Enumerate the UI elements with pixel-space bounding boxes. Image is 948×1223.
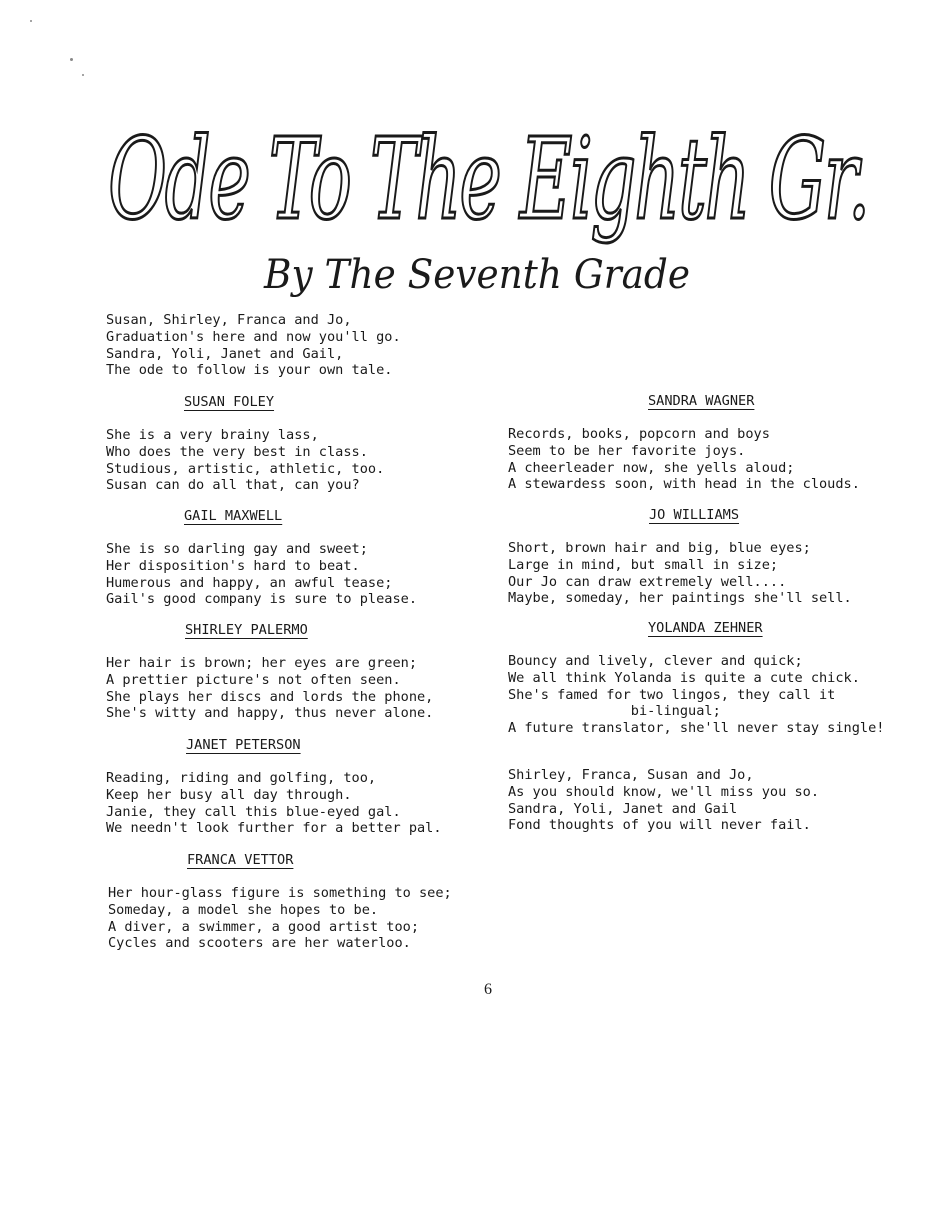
stanza-line: Who does the very best in class. <box>106 443 368 460</box>
stanza-line: Short, brown hair and big, blue eyes; <box>508 540 811 556</box>
stanza-line: Keep her busy all day through. <box>106 786 352 803</box>
stanza-line: She is a very brainy lass, <box>106 427 319 443</box>
stanza-line: Maybe, someday, her paintings she'll sell. <box>508 590 852 607</box>
stanza-line: Humerous and happy, an awful tease; <box>106 574 393 591</box>
intro-line: Graduation's here and now you'll go. <box>106 328 401 345</box>
intro-line: Sandra, Yoli, Janet and Gail, <box>106 345 344 362</box>
heading-gail-maxwell: GAIL MAXWELL <box>184 508 283 524</box>
closing-stanza <box>508 767 819 834</box>
stanza-line: Reading, riding and golfing, too, <box>106 770 377 786</box>
intro-line: Susan, Shirley, Franca and Jo, <box>106 312 352 328</box>
stanza-line: We needn't look further for a better pal. <box>106 820 442 837</box>
closing-line: As you should know, we'll miss you so. <box>508 783 819 800</box>
subtitle-script <box>260 248 700 304</box>
stanza-line: A stewardess soon, with head in the clouds. <box>508 476 860 493</box>
stanza-line: A diver, a swimmer, a good artist too; <box>108 918 419 935</box>
stanza-line: She is so darling gay and sweet; <box>106 541 368 557</box>
stanza-line: A cheerleader now, she yells aloud; <box>508 459 795 476</box>
intro-line: The ode to follow is your own tale. <box>106 362 393 379</box>
title-script <box>100 78 880 258</box>
stanza-line: bi-lingual; <box>508 703 721 720</box>
heading-sandra-wagner: SANDRA WAGNER <box>648 393 755 409</box>
stanza-line: She plays her discs and lords the phone, <box>106 688 434 705</box>
heading-janet-peterson: JANET PETERSON <box>186 737 301 753</box>
stanza-line: Records, books, popcorn and boys <box>508 426 770 442</box>
stanza-line: Her disposition's hard to beat. <box>106 557 360 574</box>
stanza-line: A future translator, she'll never stay single! <box>508 720 885 737</box>
stanza-franca-vettor <box>108 885 452 952</box>
stanza-line: Seem to be her favorite joys. <box>508 442 746 459</box>
stanza-janet-peterson <box>106 770 442 837</box>
stanza-line: A prettier picture's not often seen. <box>106 671 401 688</box>
stanza-line: Our Jo can draw extremely well.... <box>508 573 787 590</box>
stanza-line: Studious, artistic, athletic, too. <box>106 460 385 477</box>
stanza-line: Susan can do all that, can you? <box>106 477 360 494</box>
closing-line: Shirley, Franca, Susan and Jo, <box>508 767 754 783</box>
stanza-sandra-wagner <box>508 426 860 493</box>
stanza-yolanda-zehner <box>508 653 884 737</box>
stanza-line: She's famed for two lingos, they call it <box>508 686 836 703</box>
paper-speck <box>70 58 73 61</box>
closing-line: Fond thoughts of you will never fail. <box>508 817 811 834</box>
stanza-line: Large in mind, but small in size; <box>508 556 779 573</box>
title-text: Ode To The Eighth Gr. <box>108 115 868 245</box>
stanza-jo-williams <box>508 540 852 607</box>
paper-speck <box>30 20 32 22</box>
stanza-line: Janie, they call this blue-eyed gal. <box>106 803 401 820</box>
subtitle-text: By The Seventh Grade <box>263 252 690 298</box>
stanza-line: Gail's good company is sure to please. <box>106 591 417 608</box>
heading-jo-williams: JO WILLIAMS <box>649 507 740 523</box>
page-title <box>100 78 880 258</box>
stanza-line: Cycles and scooters are her waterloo. <box>108 935 411 952</box>
page-number: 6 <box>484 981 492 998</box>
stanza-line: Her hour-glass figure is something to see; <box>108 885 452 901</box>
intro-stanza <box>106 312 401 379</box>
stanza-shirley-palermo <box>106 655 433 722</box>
heading-susan-foley: SUSAN FOLEY <box>184 394 275 410</box>
heading-franca-vettor: FRANCA VETTOR <box>187 852 294 868</box>
stanza-line: We all think Yolanda is quite a cute chick. <box>508 669 860 686</box>
heading-yolanda-zehner: YOLANDA ZEHNER <box>648 620 763 636</box>
stanza-gail-maxwell <box>106 541 417 608</box>
stanza-line: She's witty and happy, thus never alone. <box>106 705 434 722</box>
paper-speck <box>82 74 84 76</box>
stanza-susan-foley <box>106 427 384 494</box>
page-subtitle <box>260 248 700 304</box>
closing-line: Sandra, Yoli, Janet and Gail <box>508 800 738 817</box>
heading-shirley-palermo: SHIRLEY PALERMO <box>185 622 308 638</box>
stanza-line: Her hair is brown; her eyes are green; <box>106 655 417 671</box>
stanza-line: Someday, a model she hopes to be. <box>108 901 379 918</box>
stanza-line: Bouncy and lively, clever and quick; <box>508 653 803 669</box>
